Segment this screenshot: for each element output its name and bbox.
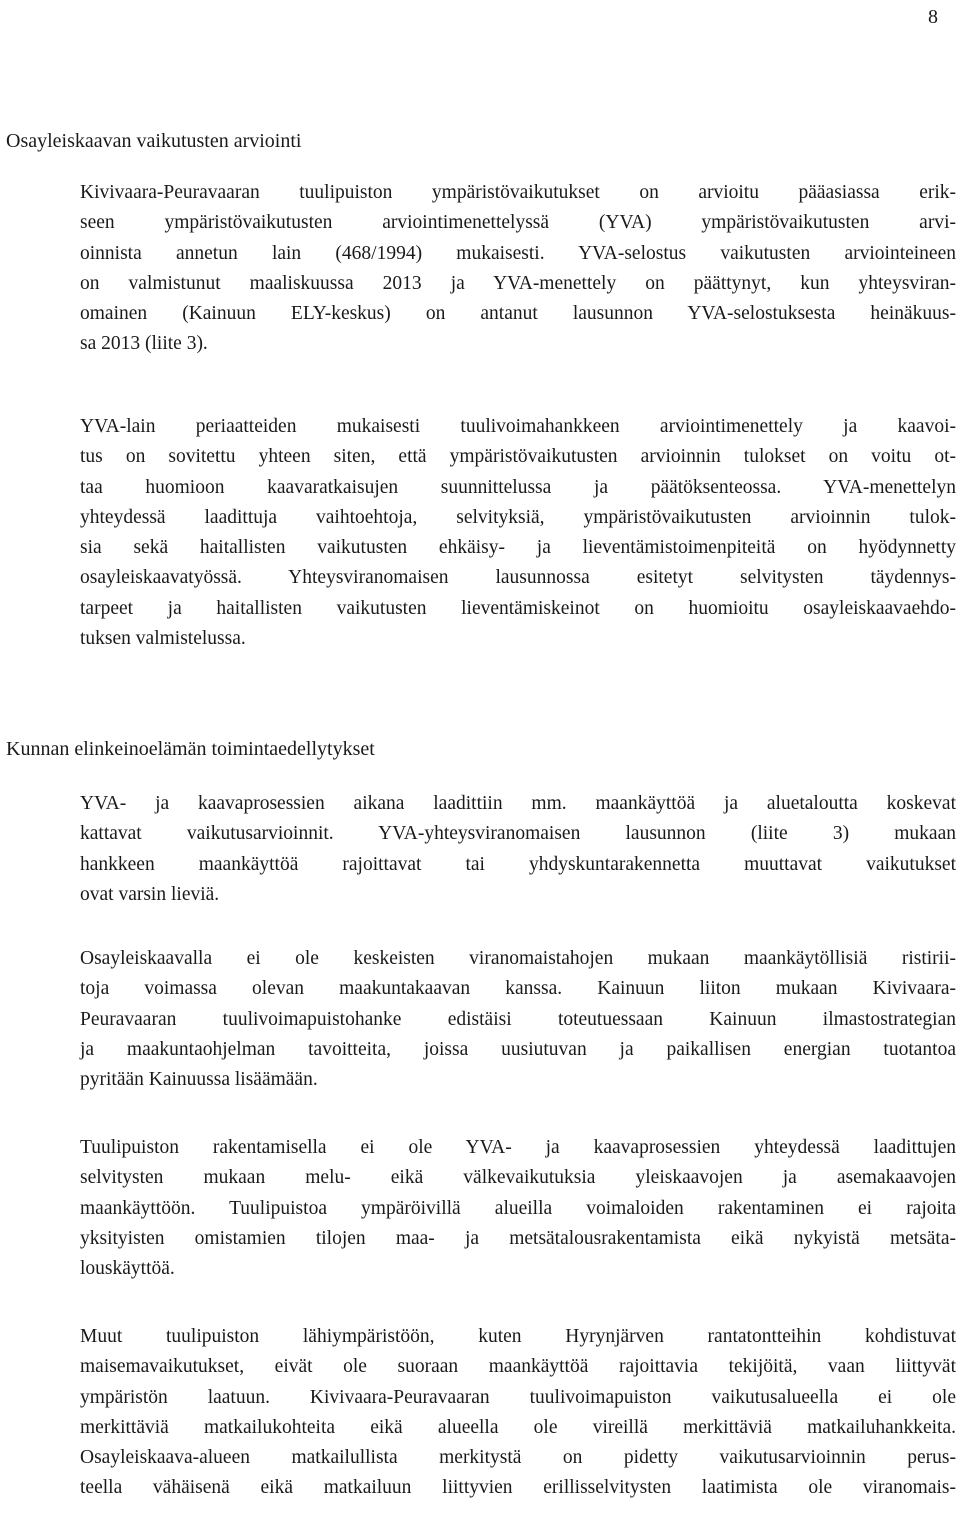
text-line: selvitysten mukaan melu- eikä välkevaikutuksia yleiskaavojen ja asemakaavojen bbox=[80, 1167, 956, 1189]
text-line: sia sekä haitallisten vaikutusten ehkäisy- ja lieventämistoimenpiteitä on hyödynnetty bbox=[80, 537, 956, 559]
text-line: oinnista annetun lain (468/1994) mukaisesti. YVA-selostus vaikutusten arviointeineen bbox=[80, 242, 956, 264]
text-line: louskäyttöä. bbox=[80, 1258, 175, 1280]
text-line: pyritään Kainuussa lisäämään. bbox=[80, 1069, 318, 1091]
text-line: maankäyttöön. Tuulipuistoa ympäröivillä alueilla voimaloiden rakentaminen ei rajoita bbox=[80, 1197, 956, 1219]
text-line: teella vähäisenä eikä matkailuun liittyvien erillisselvitysten laatimista ole viranomais- bbox=[80, 1477, 956, 1499]
text-line: Peuravaaran tuulivoimapuistohanke edistäisi toteutuessaan Kainuun ilmastostrategian bbox=[80, 1008, 956, 1030]
text-line: YVA- ja kaavaprosessien aikana laadittiin mm. maankäyttöä ja aluetaloutta koskevat bbox=[80, 793, 956, 814]
text-line: Kivivaara-Peuravaaran tuulipuiston ympäristövaikutukset on arvioitu pääasiassa erik- bbox=[80, 182, 956, 203]
text-line: yksityisten omistamien tilojen maa- ja metsätalousrakentamista eikä nykyistä metsäta- bbox=[80, 1227, 956, 1249]
text-line: kattavat vaikutusarvioinnit. YVA-yhteysviranomaisen lausunnon (liite 3) mukaan bbox=[80, 823, 956, 845]
text-line: ovat varsin lieviä. bbox=[80, 883, 220, 905]
text-line: Tuulipuiston rakentamisella ei ole YVA- ja kaavaprosessien yhteydessä laadittujen bbox=[80, 1137, 956, 1158]
text-line: seen ympäristövaikutusten arviointimenettelyssä (YVA) ympäristövaikutusten arvi- bbox=[80, 212, 956, 234]
text-line: merkittäviä matkailukohteita eikä alueella ole vireillä merkittäviä matkailuhankkeita. bbox=[80, 1416, 956, 1438]
text-line: yhteydessä laadittuja vaihtoehtoja, selvityksiä, ympäristövaikutusten arvioinnin tulok- bbox=[80, 506, 956, 528]
text-line: Muut tuulipuiston lähiympäristöön, kuten Hyrynjärven rantatontteihin kohdistuvat bbox=[80, 1326, 956, 1347]
section-heading: Kunnan elinkeinoelämän toimintaedellytykset bbox=[6, 738, 375, 760]
text-line: Osayleiskaava-alueen matkailullista merkitystä on pidetty vaikutusarvioinnin perus- bbox=[80, 1447, 956, 1469]
text-line: ja maakuntaohjelman tavoitteita, joissa uusiutuvan ja paikallisen energian tuotantoa bbox=[80, 1038, 956, 1060]
text-line: YVA-lain periaatteiden mukaisesti tuulivoimahankkeen arviointimenettely ja kaavoi- bbox=[80, 416, 956, 437]
text-line: osayleiskaavatyössä. Yhteysviranomaisen lausunnossa esitetyt selvitysten täydennys- bbox=[80, 567, 956, 589]
text-line: taa huomioon kaavaratkaisujen suunnittelussa ja päätöksenteossa. YVA-menettelyn bbox=[80, 476, 956, 498]
paragraph bbox=[80, 1133, 956, 1284]
paragraph bbox=[80, 1322, 956, 1504]
paragraph bbox=[80, 944, 956, 1095]
text-line: tarpeet ja haitallisten vaikutusten lieventämiskeinot on huomioitu osayleiskaavaehdo- bbox=[80, 597, 956, 619]
text-line: ympäristön laatuun. Kivivaara-Peuravaaran tuulivoimapuiston vaikutusalueella ei ole bbox=[80, 1386, 956, 1408]
paragraph bbox=[80, 789, 956, 910]
text-line: hankkeen maankäyttöä rajoittavat tai yhdyskuntarakennetta muuttavat vaikutukset bbox=[80, 853, 956, 875]
paragraph bbox=[80, 178, 956, 360]
text-line: tus on sovitettu yhteen siten, että ympäristövaikutusten arvioinnin tulokset on voitu ot- bbox=[80, 446, 956, 468]
text-line: on valmistunut maaliskuussa 2013 ja YVA-menettely on päättynyt, kun yhteysviran- bbox=[80, 272, 956, 294]
section-heading: Osayleiskaavan vaikutusten arviointi bbox=[6, 130, 302, 152]
text-line: omainen (Kainuun ELY-keskus) on antanut lausunnon YVA-selostuksesta heinäkuus- bbox=[80, 303, 956, 325]
page-number: 8 bbox=[928, 6, 938, 28]
text-line: sa 2013 (liite 3). bbox=[80, 333, 208, 355]
text-line: toja voimassa olevan maakuntakaavan kanssa. Kainuun liiton mukaan Kivivaara- bbox=[80, 978, 956, 1000]
text-line: maisemavaikutukset, eivät ole suoraan maankäyttöä rajoittavia tekijöitä, vaan liittyvät bbox=[80, 1356, 956, 1378]
paragraph bbox=[80, 412, 956, 654]
text-line: Osayleiskaavalla ei ole keskeisten viranomaistahojen mukaan maankäytöllisiä ristirii- bbox=[80, 948, 956, 969]
text-line: tuksen valmistelussa. bbox=[80, 628, 246, 650]
